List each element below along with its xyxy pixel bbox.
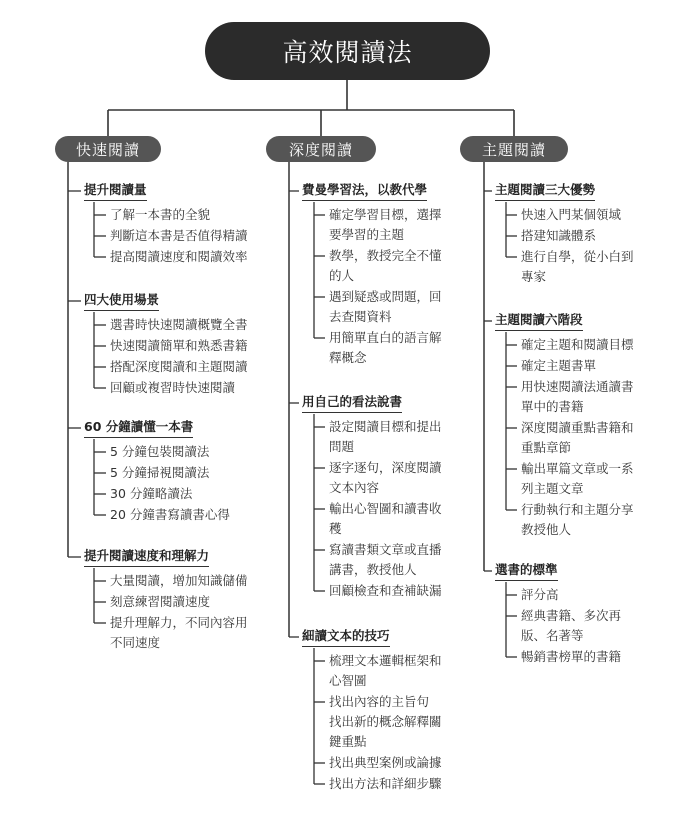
list-item: 專家: [521, 269, 547, 284]
section-title: 細讀文本的技巧: [302, 627, 390, 647]
section-title: 主題閱讀三大優勢: [495, 181, 595, 201]
list-item: 版、名著等: [521, 628, 584, 643]
list-item: 行動執行和主題分享: [521, 502, 634, 517]
list-item: 判斷這本書是否值得精讀: [110, 228, 248, 243]
list-item: 設定閱讀目標和提出: [329, 419, 442, 434]
list-item: 經典書籍、多次再: [521, 608, 622, 623]
section-title: 提升閱讀速度和理解力: [84, 547, 209, 567]
list-item: 遇到疑惑或問題，回: [329, 289, 442, 304]
list-item: 30 分鐘略讀法: [110, 486, 193, 501]
list-item: 確定主題書單: [521, 358, 597, 373]
list-item: 釋概念: [329, 350, 367, 365]
list-item: 鍵重點: [329, 734, 367, 749]
category-deep-reading: 深度閱讀: [266, 136, 376, 162]
list-item: 進行自學，從小白到: [521, 249, 634, 264]
list-item: 深度閱讀重點書籍和: [521, 420, 634, 435]
list-item: 大量閱讀，增加知識儲備: [110, 573, 248, 588]
list-item: 梳理文本邏輯框架和: [329, 653, 442, 668]
list-item: 找出新的概念解釋關: [329, 714, 442, 729]
section-title: 提升閱讀量: [84, 181, 147, 201]
list-item: 用簡單直白的語言解: [329, 330, 442, 345]
list-item: 提高閱讀速度和閱讀效率: [110, 249, 248, 264]
list-item: 單中的書籍: [521, 399, 584, 414]
list-item: 回顧或複習時快速閱讀: [110, 380, 236, 395]
list-item: 問題: [329, 439, 355, 454]
list-item: 快速閱讀簡單和熟悉書籍: [110, 338, 248, 353]
list-item: 要學習的主題: [329, 227, 405, 242]
list-item: 提升理解力，不同內容用: [110, 615, 248, 630]
list-item: 找出典型案例或論據: [329, 755, 442, 770]
list-item: 搭建知識體系: [521, 228, 597, 243]
list-item: 重點章節: [521, 440, 572, 455]
list-item: 刻意練習閱讀速度: [110, 594, 211, 609]
list-item: 用快速閱讀法通讀書: [521, 379, 634, 394]
list-item: 暢銷書榜單的書籍: [521, 649, 622, 664]
list-item: 去查閱資料: [329, 309, 392, 324]
list-item: 講書，教授他人: [329, 562, 417, 577]
list-item: 教授他人: [521, 522, 572, 537]
list-item: 回顧檢查和查補缺漏: [329, 583, 442, 598]
list-item: 的人: [329, 268, 355, 283]
list-item: 列主題文章: [521, 481, 584, 496]
section-title: 主題閱讀六階段: [495, 311, 583, 331]
list-item: 20 分鐘書寫讀書心得: [110, 507, 230, 522]
list-item: 評分高: [521, 587, 559, 602]
list-item: 確定學習目標，選擇: [329, 207, 442, 222]
list-item: 文本內容: [329, 480, 380, 495]
list-item: 快速入門某個領域: [521, 207, 622, 222]
list-item: 了解一本書的全貌: [110, 207, 211, 222]
list-item: 選書時快速閱讀概覽全書: [110, 317, 248, 332]
list-item: 搭配深度閱讀和主題閱讀: [110, 359, 248, 374]
section-title: 60 分鐘讀懂一本書: [84, 418, 193, 438]
section-title: 四大使用場景: [84, 291, 159, 311]
list-item: 輸出心智圖和讀書收: [329, 501, 442, 516]
category-fast-reading: 快速閱讀: [55, 136, 161, 162]
list-item: 心智圖: [329, 673, 367, 688]
section-title: 費曼學習法，以教代學: [302, 181, 427, 201]
list-item: 穫: [329, 521, 342, 536]
list-item: 確定主題和閱讀目標: [521, 337, 634, 352]
list-item: 不同速度: [110, 635, 161, 650]
list-item: 輸出單篇文章或一系: [521, 461, 634, 476]
list-item: 找出方法和詳細步驟: [329, 776, 442, 791]
list-item: 找出內容的主旨句: [329, 694, 430, 709]
list-item: 教學，教授完全不懂: [329, 248, 442, 263]
list-item: 逐字逐句，深度閱讀: [329, 460, 442, 475]
section-title: 用自己的看法說書: [302, 393, 402, 413]
section-title: 選書的標準: [495, 561, 558, 581]
mindmap-root: 高效閱讀法: [205, 22, 490, 80]
list-item: 5 分鐘包裝閱讀法: [110, 444, 210, 459]
list-item: 寫讀書類文章或直播: [329, 542, 442, 557]
category-topic-reading: 主題閱讀: [460, 136, 568, 162]
list-item: 5 分鐘掃視閱讀法: [110, 465, 210, 480]
